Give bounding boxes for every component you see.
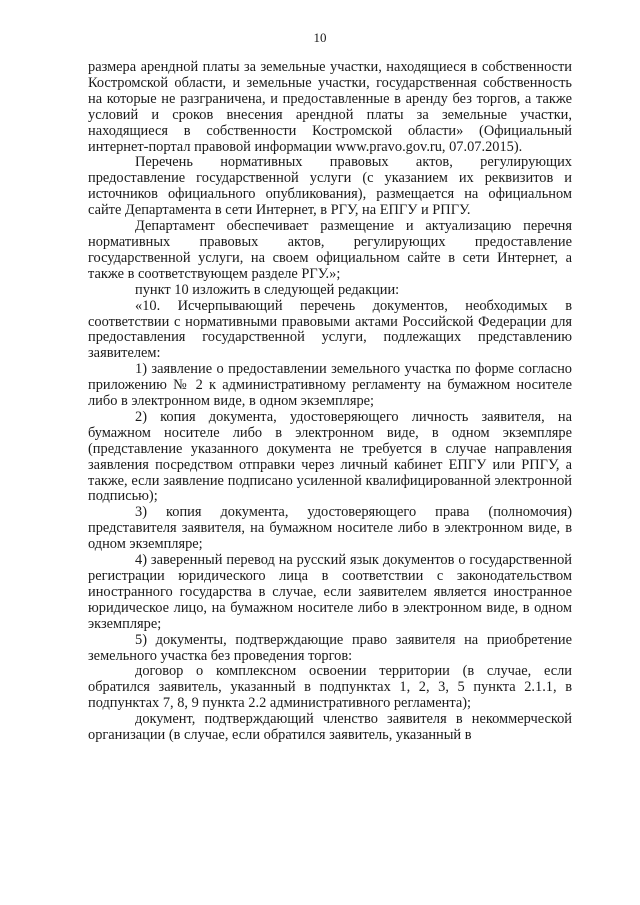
- paragraph-1: размера арендной платы за земельные участки, находящиеся в собственности Костромской области, и земельные участки, государственная собственность на которые не разграничена, и предоставленные в аренду без торгов, а также условий и сроков внесения арендной платы за земельные участки, находящиеся в собственности Костромской области» (Официальный интернет-портал правовой информации www.pravo.gov.ru, 07.07.2015).: [88, 59, 572, 155]
- page-number: 10: [313, 30, 327, 45]
- document-body: [88, 60, 572, 744]
- paragraph-3: Департамент обеспечивает размещение и актуализацию перечня нормативных правовых актов, регулирующих предоставление государственной услуги, на своем официальном сайте в сети Интернет, а также в соответствующем разделе РГУ.»;: [88, 218, 572, 282]
- list-item-3: 3) копия документа, удостоверяющего права (полномочия) представителя заявителя, на бумажном носителе либо в электронном виде, в одном экземпляре;: [88, 504, 572, 553]
- sub-item-2: документ, подтверждающий членство заявителя в некоммерческой организации (в случае, если обратился заявитель, указанный в: [88, 711, 572, 744]
- paragraph-2: Перечень нормативных правовых актов, регулирующих предоставление государственной услуги (с указанием их реквизитов и источников официального опубликования), размещается на официальном сайте Департамента в сети Интернет, в РГУ, на ЕПГУ и РПГУ.: [88, 154, 572, 219]
- list-item-4: 4) заверенный перевод на русский язык документов о государственной регистрации юридического лица в соответствии с законодательством иностранного государства в случае, если заявителем является иностранное юридическое лицо, на бумажном носителе либо в электронном виде, в одном экземпляре;: [88, 552, 572, 632]
- list-item-5: 5) документы, подтверждающие право заявителя на приобретение земельного участка без проведения торгов:: [88, 631, 572, 664]
- paragraph-5: «10. Исчерпывающий перечень документов, необходимых в соответствии с нормативными правовыми актами Российской Федерации для предоставления государственной услуги, подлежащих представлению заявителем:: [88, 297, 572, 362]
- list-item-1: 1) заявление о предоставлении земельного участка по форме согласно приложению № 2 к административному регламенту на бумажном носителе либо в электронном виде, в одном экземпляре;: [88, 361, 572, 410]
- sub-item-1: договор о комплексном освоении территории (в случае, если обратился заявитель, указанный в подпунктах 1, 2, 3, 5 пункта 2.1.1, в подпунктах 7, 8, 9 пункта 2.2 административного регламента);: [88, 663, 572, 712]
- paragraph-4: пункт 10 изложить в следующей редакции:: [135, 281, 400, 298]
- list-item-2: 2) копия документа, удостоверяющего личность заявителя, на бумажном носителе либо в электронном виде, в одном экземпляре (представление указанного документа не требуется в случае направления заявления посредством отправки через личный кабинет ЕПГУ или РПГУ, а также, если заявление подписано усиленной квалифицированной электронной подписью);: [88, 408, 572, 505]
